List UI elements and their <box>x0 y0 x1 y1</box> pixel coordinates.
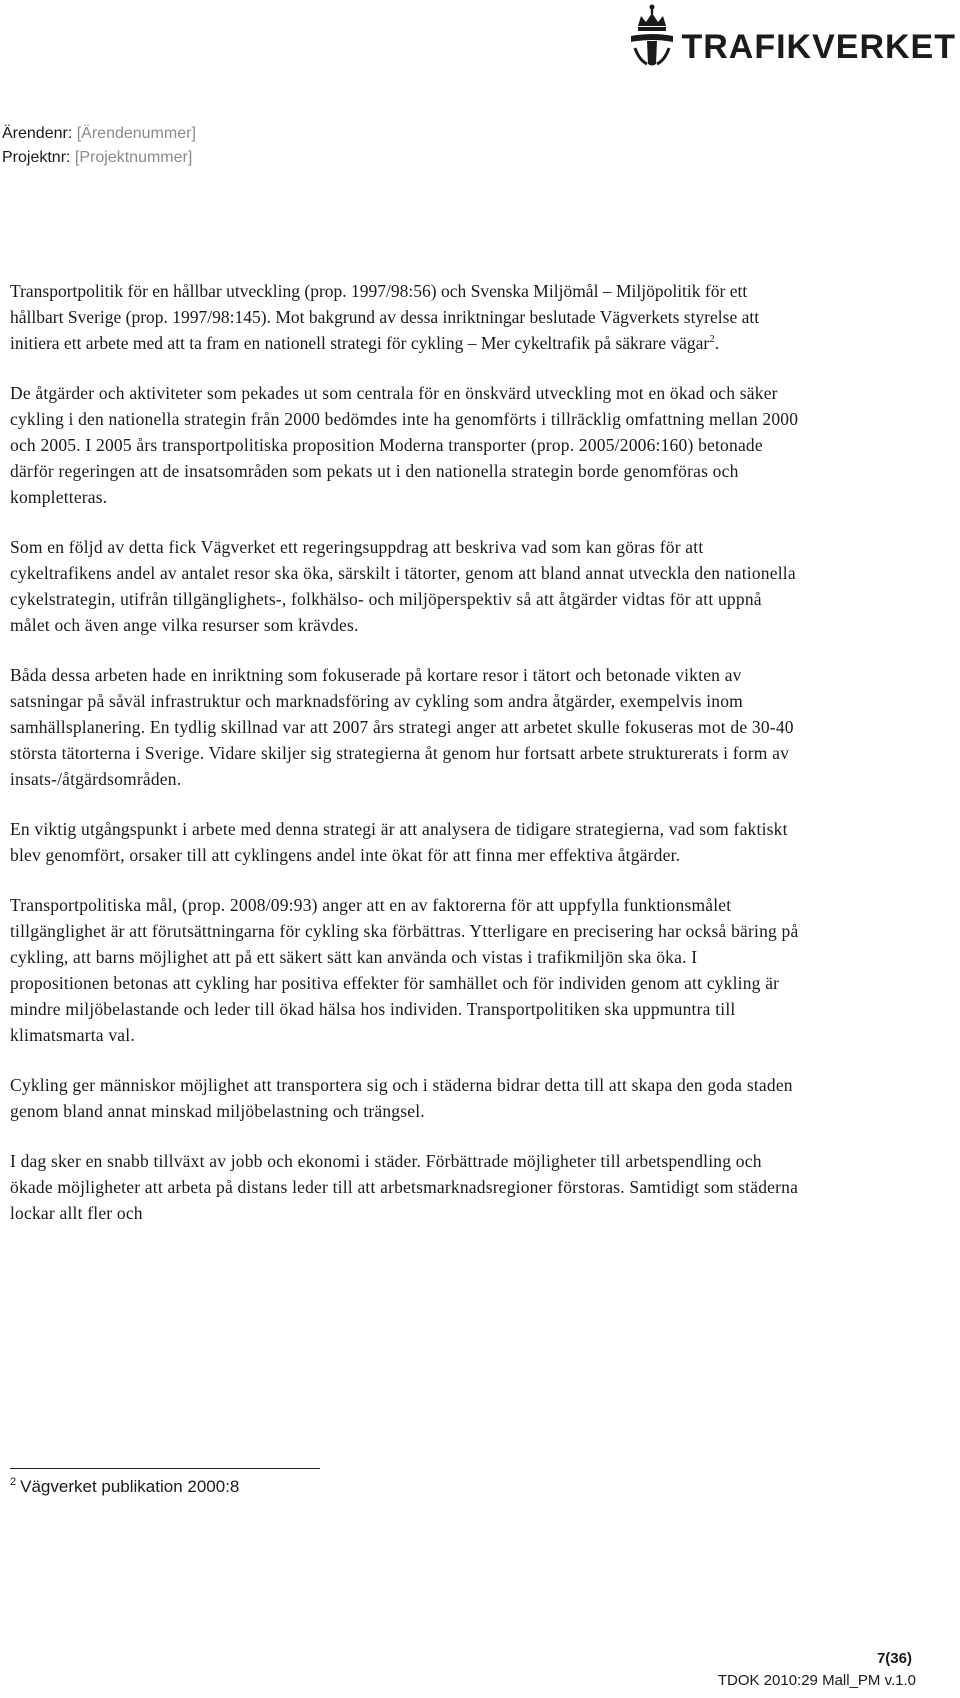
trafikverket-logo <box>629 4 956 68</box>
project-number-line <box>2 146 196 170</box>
footnote-mark: 2 <box>10 1476 17 1489</box>
case-number-value: [Ärendenummer] <box>76 125 196 142</box>
footnote <box>10 1477 239 1497</box>
case-number-line <box>2 122 196 146</box>
project-number-label: Projektnr: <box>2 149 71 166</box>
footnote-text: Vägverket publikation 2000:8 <box>20 1477 240 1496</box>
paragraph-2: De åtgärder och aktiviteter som pekades ut som centrala för en önskvärd utveckling mot en ökad och säker cykling i den nationella strategin från 2000 bedömdes inte ha genomförts i tillräcklig omfattning mellan 2000 och 2005. I 2005 års transportpolitiska proposition Moderna transporter (prop. 2005/2006:160) betonade därför regeringen att de insatsområden som pekats ut i den nationella strategin borde genomföras och kompletteras. <box>10 383 799 507</box>
paragraph-1-text: Transportpolitik för en hållbar utveckling (prop. 1997/98:56) och Svenska Miljömål – Miljöpolitik för ett hållbart Sverige (prop. 1997/98:145). Mot bakgrund av dessa inriktningar beslutade Vägverkets styrelse att initiera ett arbete med att ta fram en nationell strategi för cykling – Mer cykeltrafik på säkrare vägar <box>10 281 760 353</box>
document-meta <box>2 122 196 170</box>
paragraph-1 <box>10 278 800 356</box>
document-body <box>10 278 800 1250</box>
logo-text: TRAFIKVERKET <box>681 27 956 66</box>
paragraph-4: Båda dessa arbeten hade en inriktning som fokuserade på kortare resor i tätort och betonade vikten av satsningar på såväl infrastruktur och marknadsföring av cykling som andra åtgärder, exempelvis inom samhällsplanering. En tydlig skillnad var att 2007 års strategi anger att arbetet skulle fokuseras mot de 30-40 största tätorterna i Sverige. Vidare skiljer sig strategierna åt genom hur fortsatt arbete strukturerats i form av insats-/åtgärdsområden. <box>10 665 794 789</box>
paragraph-5: En viktig utgångspunkt i arbete med denna strategi är att analysera de tidigare strategierna, vad som faktiskt blev genomfört, orsaker till att cyklingens andel inte ökat för att finna mer effektiva åtgärder. <box>10 819 788 865</box>
page-number: 7(36) <box>876 1650 912 1667</box>
paragraph-7: Cykling ger människor möjlighet att transportera sig och i städerna bidrar detta till att skapa den goda staden genom bland annat minskad miljöbelastning och trängsel. <box>10 1075 793 1121</box>
footnote-ref: 2 <box>709 333 715 346</box>
crown-icon <box>629 4 675 68</box>
footnote-divider <box>10 1468 320 1469</box>
paragraph-6: Transportpolitiska mål, (prop. 2008/09:93) anger att en av faktorerna för att uppfylla funktionsmålet tillgänglighet är att förutsättningarna för cykling ska förbättras. Ytterligare en precisering har också bäring på cykling, att barns möjlighet att på ett säkert sätt kan använda och vistas i trafikmiljön ska öka. I propositionen betonas att cykling har positiva effekter för samhället och för individen genom att cykling är mindre miljöbelastande och leder till ökad hälsa hos individen. Transportpolitiken ska uppmuntra till klimatsmarta val. <box>10 895 799 1045</box>
paragraph-8: I dag sker en snabb tillväxt av jobb och ekonomi i städer. Förbättrade möjligheter till arbetspendling och ökade möjligheter att arbeta på distans leder till att arbetsmarknadsregioner förstoras. Samtidigt som städerna lockar allt fler och <box>10 1151 799 1223</box>
project-number-value: [Projektnummer] <box>74 149 193 166</box>
case-number-label: Ärendenr: <box>2 125 73 142</box>
paragraph-1-end: . <box>714 333 720 353</box>
paragraph-3: Som en följd av detta fick Vägverket ett regeringsuppdrag att beskriva vad som kan göras för att cykeltrafikens andel av antalet resor ska öka, särskilt i tätorter, genom att bland annat utveckla den nationella cykelstrategin, utifrån tillgänglighets-, folkhälso- och miljöperspektiv så att åtgärder vidtas för att uppnå målet och även ange vilka resurser som krävdes. <box>10 537 796 635</box>
document-template-id: TDOK 2010:29 Mall_PM v.1.0 <box>717 1672 916 1689</box>
